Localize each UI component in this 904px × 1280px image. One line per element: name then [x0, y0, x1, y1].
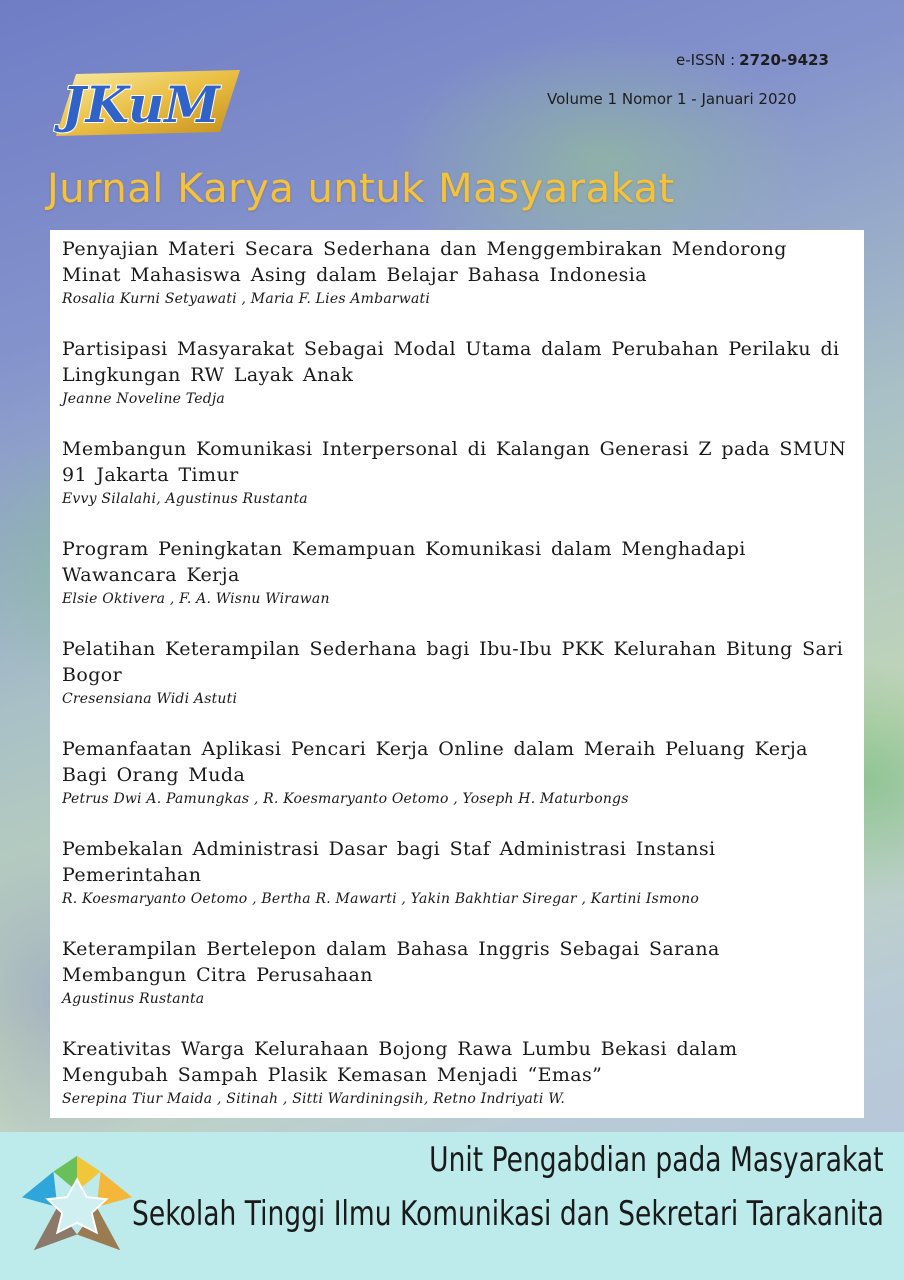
article-authors: Petrus Dwi A. Pamungkas , R. Koesmaryanto Oetomo , Yoseph H. Maturbongs: [62, 791, 629, 807]
star-emblem-icon: [18, 1152, 136, 1266]
jkum-logo-icon: [48, 64, 248, 144]
article-authors: Jeanne Noveline Tedja: [62, 391, 225, 407]
issn: [676, 51, 829, 69]
issn-value: 2720-9423: [739, 51, 829, 69]
article-9: [62, 1036, 852, 1109]
article-authors: Serepina Tiur Maida , Sitinah , Sitti Wardiningsih, Retno Indriyati W.: [62, 1091, 565, 1107]
article-3: [62, 436, 852, 509]
article-title: Kreativitas Warga Kelurahaan Bojong Rawa Lumbu Bekasi dalam Mengubah Sampah Plasik Kemasan Menjadi “Emas”: [62, 1038, 738, 1086]
article-title: Membangun Komunikasi Interpersonal di Kalangan Generasi Z pada SMUN 91 Jakarta Timur: [62, 438, 847, 486]
article-title: Keterampilan Bertelepon dalam Bahasa Inggris Sebagai Sarana Membangun Citra Perusahaan: [62, 938, 720, 986]
school-name: Sekolah Tinggi Ilmu Komunikasi dan Sekretari Tarakanita: [132, 1194, 884, 1234]
article-authors: Agustinus Rustanta: [62, 991, 205, 1007]
article-authors: R. Koesmaryanto Oetomo , Bertha R. Mawarti , Yakin Bakhtiar Siregar , Kartini Ismono: [62, 891, 699, 907]
article-authors: Evvy Silalahi, Agustinus Rustanta: [62, 491, 308, 507]
article-title: Program Peningkatan Kemampuan Komunikasi dalam Menghadapi Wawancara Kerja: [62, 538, 746, 586]
article-1: [62, 236, 852, 309]
article-title: Pembekalan Administrasi Dasar bagi Staf Administrasi Instansi Pemerintahan: [62, 838, 716, 886]
issn-label: e-ISSN :: [676, 51, 736, 69]
article-6: [62, 736, 852, 809]
footer-band: [0, 1132, 904, 1280]
article-5: [62, 636, 852, 709]
article-8: [62, 936, 852, 1009]
volume-info: Volume 1 Nomor 1 - Januari 2020: [547, 90, 797, 108]
article-title: Pelatihan Keterampilan Sederhana bagi Ibu-Ibu PKK Kelurahan Bitung Sari Bogor: [62, 638, 844, 686]
journal-title: Jurnal Karya untuk Masyarakat: [47, 166, 675, 212]
article-4: [62, 536, 852, 609]
svg-text:JKuM: JKuM: [62, 75, 220, 134]
article-2: [62, 336, 852, 409]
article-authors: Elsie Oktivera , F. A. Wisnu Wirawan: [62, 591, 330, 607]
article-title: Partisipasi Masyarakat Sebagai Modal Utama dalam Perubahan Perilaku di Lingkungan RW Layak Anak: [62, 338, 840, 386]
article-authors: Cresensiana Widi Astuti: [62, 691, 238, 707]
article-7: [62, 836, 852, 909]
article-title: Penyajian Materi Secara Sederhana dan Menggembirakan Mendorong Minat Mahasiswa Asing dalam Belajar Bahasa Indonesia: [62, 238, 787, 286]
unit-name: Unit Pengabdian pada Masyarakat: [429, 1140, 884, 1180]
table-of-contents: [50, 230, 864, 1118]
article-authors: Rosalia Kurni Setyawati , Maria F. Lies Ambarwati: [62, 291, 430, 307]
article-title: Pemanfaatan Aplikasi Pencari Kerja Online dalam Meraih Peluang Kerja Bagi Orang Muda: [62, 738, 808, 786]
